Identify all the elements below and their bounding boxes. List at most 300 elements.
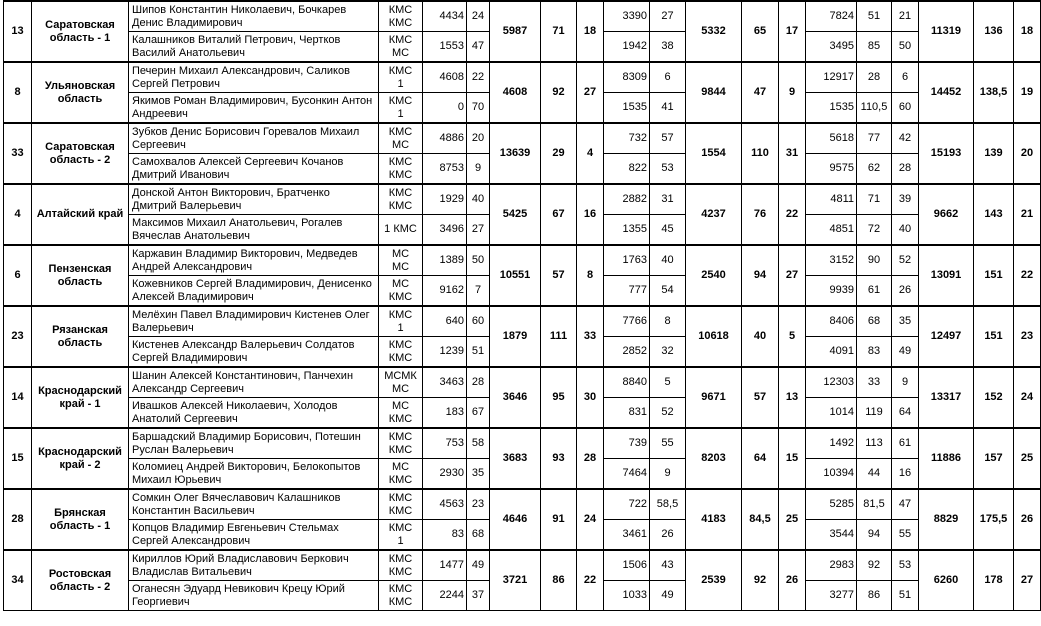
stage1-rank: 16	[577, 184, 604, 245]
team-name: Саратовская область - 1	[32, 1, 129, 62]
stage2-total: 9671	[686, 367, 742, 428]
round2-score: 7464	[604, 459, 650, 490]
pair-qualification: КМС КМС	[379, 337, 423, 368]
stage2-points: 110	[742, 123, 779, 184]
pair-total-points: 44	[857, 459, 892, 490]
team-grand-total: 6260	[919, 550, 974, 611]
pair-rank: 61	[892, 428, 919, 459]
stage1-points: 93	[541, 428, 577, 489]
stage2-points: 76	[742, 184, 779, 245]
stage1-rank: 24	[577, 489, 604, 550]
stage1-points: 92	[541, 62, 577, 123]
round2-place: 58,5	[650, 489, 686, 520]
pair-total-score: 3544	[806, 520, 857, 551]
stage1-total: 13639	[490, 123, 541, 184]
round1-place: 47	[467, 32, 490, 63]
round1-score: 8753	[423, 154, 467, 185]
round1-place: 37	[467, 581, 490, 611]
stage1-points: 91	[541, 489, 577, 550]
pair-total-score: 1492	[806, 428, 857, 459]
round2-score: 7766	[604, 306, 650, 337]
pair-names: Оганесян Эдуард Невикович Крецу Юрий Георгиевич	[129, 581, 379, 611]
team-sum-points: 178	[974, 550, 1014, 611]
pair-qualification: КМС 1	[379, 520, 423, 551]
round1-score: 1929	[423, 184, 467, 215]
stage2-points: 94	[742, 245, 779, 306]
round2-score: 8309	[604, 62, 650, 93]
stage1-points: 86	[541, 550, 577, 611]
round2-score: 722	[604, 489, 650, 520]
round1-score: 1477	[423, 550, 467, 581]
round2-place: 26	[650, 520, 686, 551]
team-final-place: 18	[1014, 1, 1041, 62]
pair-qualification: МСМК МС	[379, 367, 423, 398]
pair-rank: 64	[892, 398, 919, 429]
pair-names: Донской Антон Викторович, Братченко Дмитрий Валерьевич	[129, 184, 379, 215]
round2-place: 53	[650, 154, 686, 185]
pair-qualification: КМС 1	[379, 93, 423, 124]
pair-names: Шанин Алексей Константинович, Панчехин Александр Сергеевич	[129, 367, 379, 398]
round1-place: 51	[467, 337, 490, 368]
round1-score: 83	[423, 520, 467, 551]
team-number: 34	[4, 550, 32, 611]
pair-rank: 49	[892, 337, 919, 368]
team-number: 15	[4, 428, 32, 489]
team-grand-total: 15193	[919, 123, 974, 184]
table-row	[4, 184, 1041, 215]
round2-place: 41	[650, 93, 686, 124]
round2-score: 1763	[604, 245, 650, 276]
stage1-points: 29	[541, 123, 577, 184]
table-row	[4, 62, 1041, 93]
pair-total-points: 92	[857, 550, 892, 581]
stage2-total: 4183	[686, 489, 742, 550]
pair-total-score: 3277	[806, 581, 857, 611]
pair-total-score: 4851	[806, 215, 857, 246]
table-row	[4, 489, 1041, 520]
pair-qualification: КМС КМС	[379, 581, 423, 611]
round1-place: 50	[467, 245, 490, 276]
pair-rank: 51	[892, 581, 919, 611]
stage2-rank: 27	[779, 245, 806, 306]
round2-score: 2882	[604, 184, 650, 215]
team-final-place: 27	[1014, 550, 1041, 611]
pair-total-score: 1535	[806, 93, 857, 124]
pair-total-score: 7824	[806, 1, 857, 32]
pair-rank: 39	[892, 184, 919, 215]
team-name: Саратовская область - 2	[32, 123, 129, 184]
pair-total-score: 3152	[806, 245, 857, 276]
round2-place: 55	[650, 428, 686, 459]
round2-score: 8840	[604, 367, 650, 398]
round2-place: 52	[650, 398, 686, 429]
pair-rank: 21	[892, 1, 919, 32]
team-final-place: 19	[1014, 62, 1041, 123]
round2-place: 9	[650, 459, 686, 490]
pair-rank: 9	[892, 367, 919, 398]
team-number: 33	[4, 123, 32, 184]
team-number: 4	[4, 184, 32, 245]
pair-qualification: КМС 1	[379, 62, 423, 93]
round2-place: 32	[650, 337, 686, 368]
team-final-place: 20	[1014, 123, 1041, 184]
stage2-total: 4237	[686, 184, 742, 245]
pair-total-points: 113	[857, 428, 892, 459]
round2-score: 739	[604, 428, 650, 459]
team-sum-points: 175,5	[974, 489, 1014, 550]
stage2-points: 64	[742, 428, 779, 489]
team-name: Ульяновская область	[32, 62, 129, 123]
team-number: 28	[4, 489, 32, 550]
pair-total-score: 3495	[806, 32, 857, 63]
pair-qualification: КМС 1	[379, 306, 423, 337]
pair-rank: 53	[892, 550, 919, 581]
round1-score: 0	[423, 93, 467, 124]
pair-total-points: 71	[857, 184, 892, 215]
round1-place: 23	[467, 489, 490, 520]
results-table	[3, 0, 1041, 611]
pair-qualification: КМС КМС	[379, 489, 423, 520]
pair-total-score: 2983	[806, 550, 857, 581]
pair-total-score: 5285	[806, 489, 857, 520]
pair-total-score: 9939	[806, 276, 857, 307]
round1-score: 4886	[423, 123, 467, 154]
pair-qualification: КМС КМС	[379, 1, 423, 32]
stage2-total: 2539	[686, 550, 742, 611]
pair-total-points: 72	[857, 215, 892, 246]
team-number: 6	[4, 245, 32, 306]
stage2-total: 9844	[686, 62, 742, 123]
stage1-total: 5425	[490, 184, 541, 245]
pair-rank: 40	[892, 215, 919, 246]
team-name: Краснодарский край - 1	[32, 367, 129, 428]
team-sum-points: 136	[974, 1, 1014, 62]
team-sum-points: 139	[974, 123, 1014, 184]
round2-score: 3461	[604, 520, 650, 551]
round1-score: 4563	[423, 489, 467, 520]
round1-place: 70	[467, 93, 490, 124]
team-grand-total: 12497	[919, 306, 974, 367]
team-name: Ростовская область - 2	[32, 550, 129, 611]
team-final-place: 24	[1014, 367, 1041, 428]
pair-qualification: МС КМС	[379, 459, 423, 490]
pair-names: Печерин Михаил Александрович, Саликов Сергей Петрович	[129, 62, 379, 93]
stage1-points: 57	[541, 245, 577, 306]
pair-total-points: 119	[857, 398, 892, 429]
pair-qualification: МС КМС	[379, 398, 423, 429]
pair-names: Кистенев Александр Валерьевич Солдатов Сергей Владимирович	[129, 337, 379, 368]
team-sum-points: 151	[974, 245, 1014, 306]
round2-place: 6	[650, 62, 686, 93]
pair-names: Якимов Роман Владимирович, Бусонкин Антон Андреевич	[129, 93, 379, 124]
table-row	[4, 367, 1041, 398]
stage2-rank: 17	[779, 1, 806, 62]
team-sum-points: 157	[974, 428, 1014, 489]
stage2-rank: 9	[779, 62, 806, 123]
stage1-total: 3721	[490, 550, 541, 611]
round1-place: 7	[467, 276, 490, 307]
pair-qualification: КМС КМС	[379, 184, 423, 215]
round1-place: 24	[467, 1, 490, 32]
team-number: 14	[4, 367, 32, 428]
stage1-rank: 4	[577, 123, 604, 184]
round1-place: 40	[467, 184, 490, 215]
round1-place: 22	[467, 62, 490, 93]
stage2-points: 57	[742, 367, 779, 428]
pair-qualification: КМС МС	[379, 32, 423, 63]
team-final-place: 25	[1014, 428, 1041, 489]
round2-place: 54	[650, 276, 686, 307]
round1-score: 9162	[423, 276, 467, 307]
pair-total-points: 86	[857, 581, 892, 611]
round1-place: 27	[467, 215, 490, 246]
round1-place: 60	[467, 306, 490, 337]
pair-total-points: 110,5	[857, 93, 892, 124]
stage1-total: 3683	[490, 428, 541, 489]
round1-score: 4434	[423, 1, 467, 32]
stage1-total: 5987	[490, 1, 541, 62]
pair-qualification: КМС КМС	[379, 154, 423, 185]
stage2-rank: 5	[779, 306, 806, 367]
round2-score: 822	[604, 154, 650, 185]
pair-total-points: 61	[857, 276, 892, 307]
stage1-rank: 22	[577, 550, 604, 611]
table-row	[4, 306, 1041, 337]
stage1-points: 71	[541, 1, 577, 62]
pair-rank: 55	[892, 520, 919, 551]
pair-names: Самохвалов Алексей Сергеевич Кочанов Дмитрий Иванович	[129, 154, 379, 185]
pair-total-points: 81,5	[857, 489, 892, 520]
stage1-total: 1879	[490, 306, 541, 367]
table-row	[4, 123, 1041, 154]
stage1-rank: 30	[577, 367, 604, 428]
pair-rank: 42	[892, 123, 919, 154]
round2-place: 43	[650, 550, 686, 581]
stage2-rank: 13	[779, 367, 806, 428]
round2-score: 1506	[604, 550, 650, 581]
round1-place: 35	[467, 459, 490, 490]
stage1-points: 111	[541, 306, 577, 367]
team-name: Краснодарский край - 2	[32, 428, 129, 489]
pair-names: Мелёхин Павел Владимирович Кистенев Олег Валерьевич	[129, 306, 379, 337]
round2-place: 27	[650, 1, 686, 32]
pair-total-score: 4091	[806, 337, 857, 368]
stage2-rank: 25	[779, 489, 806, 550]
team-final-place: 21	[1014, 184, 1041, 245]
pair-total-points: 77	[857, 123, 892, 154]
round2-place: 8	[650, 306, 686, 337]
pair-qualification: 1 КМС	[379, 215, 423, 246]
table-row	[4, 428, 1041, 459]
pair-names: Сомкин Олег Вячеславович Калашников Константин Васильевич	[129, 489, 379, 520]
stage2-rank: 22	[779, 184, 806, 245]
stage2-rank: 31	[779, 123, 806, 184]
pair-names: Шипов Константин Николаевич, Бочкарев Денис Владимирович	[129, 1, 379, 32]
team-name: Рязанская область	[32, 306, 129, 367]
round2-score: 777	[604, 276, 650, 307]
round1-score: 1389	[423, 245, 467, 276]
pair-rank: 52	[892, 245, 919, 276]
round1-score: 1553	[423, 32, 467, 63]
stage1-total: 10551	[490, 245, 541, 306]
round2-score: 1535	[604, 93, 650, 124]
pair-rank: 35	[892, 306, 919, 337]
team-final-place: 23	[1014, 306, 1041, 367]
pair-qualification: МС КМС	[379, 276, 423, 307]
round1-score: 3463	[423, 367, 467, 398]
pair-total-points: 51	[857, 1, 892, 32]
pair-total-score: 8406	[806, 306, 857, 337]
pair-names: Кожевников Сергей Владимирович, Денисенко Алексей Владимирович	[129, 276, 379, 307]
stage2-points: 92	[742, 550, 779, 611]
round1-score: 3496	[423, 215, 467, 246]
pair-names: Баршадский Владимир Борисович, Потешин Руслан Валерьевич	[129, 428, 379, 459]
team-grand-total: 11319	[919, 1, 974, 62]
stage1-total: 4608	[490, 62, 541, 123]
round1-score: 640	[423, 306, 467, 337]
team-number: 13	[4, 1, 32, 62]
round1-score: 753	[423, 428, 467, 459]
stage2-points: 47	[742, 62, 779, 123]
round2-score: 732	[604, 123, 650, 154]
pair-total-points: 85	[857, 32, 892, 63]
team-name: Пензенская область	[32, 245, 129, 306]
table-row	[4, 245, 1041, 276]
team-grand-total: 13317	[919, 367, 974, 428]
team-sum-points: 152	[974, 367, 1014, 428]
team-name: Алтайский край	[32, 184, 129, 245]
stage2-points: 65	[742, 1, 779, 62]
pair-total-score: 12917	[806, 62, 857, 93]
round2-score: 3390	[604, 1, 650, 32]
stage1-total: 3646	[490, 367, 541, 428]
stage2-total: 5332	[686, 1, 742, 62]
round1-place: 28	[467, 367, 490, 398]
pair-qualification: КМС КМС	[379, 428, 423, 459]
pair-names: Максимов Михаил Анатольевич, Рогалев Вячеслав Анатольевич	[129, 215, 379, 246]
stage2-rank: 26	[779, 550, 806, 611]
round1-score: 2930	[423, 459, 467, 490]
pair-qualification: МС МС	[379, 245, 423, 276]
pair-names: Ивашков Алексей Николаевич, Холодов Анатолий Сергеевич	[129, 398, 379, 429]
pair-names: Зубков Денис Борисович Горевалов Михаил Сергеевич	[129, 123, 379, 154]
table-row	[4, 550, 1041, 581]
pair-names: Каржавин Владимир Викторович, Медведев Андрей Александрович	[129, 245, 379, 276]
pair-rank: 50	[892, 32, 919, 63]
stage1-points: 67	[541, 184, 577, 245]
stage2-total: 1554	[686, 123, 742, 184]
round1-place: 49	[467, 550, 490, 581]
stage2-total: 10618	[686, 306, 742, 367]
pair-rank: 6	[892, 62, 919, 93]
pair-rank: 26	[892, 276, 919, 307]
pair-total-points: 90	[857, 245, 892, 276]
stage1-rank: 18	[577, 1, 604, 62]
pair-total-points: 28	[857, 62, 892, 93]
round1-place: 20	[467, 123, 490, 154]
round2-place: 57	[650, 123, 686, 154]
stage1-rank: 8	[577, 245, 604, 306]
pair-rank: 47	[892, 489, 919, 520]
team-number: 23	[4, 306, 32, 367]
stage1-rank: 33	[577, 306, 604, 367]
pair-total-points: 94	[857, 520, 892, 551]
round1-score: 183	[423, 398, 467, 429]
round2-place: 40	[650, 245, 686, 276]
round2-score: 2852	[604, 337, 650, 368]
pair-total-score: 9575	[806, 154, 857, 185]
pair-qualification: КМС КМС	[379, 550, 423, 581]
round1-place: 58	[467, 428, 490, 459]
round1-place: 68	[467, 520, 490, 551]
round2-place: 5	[650, 367, 686, 398]
pair-total-score: 4811	[806, 184, 857, 215]
stage2-rank: 15	[779, 428, 806, 489]
team-grand-total: 11886	[919, 428, 974, 489]
stage1-total: 4646	[490, 489, 541, 550]
round2-place: 31	[650, 184, 686, 215]
pair-qualification: КМС МС	[379, 123, 423, 154]
team-sum-points: 151	[974, 306, 1014, 367]
stage1-rank: 27	[577, 62, 604, 123]
table-row	[4, 1, 1041, 32]
pair-total-points: 83	[857, 337, 892, 368]
round2-place: 45	[650, 215, 686, 246]
pair-names: Коломиец Андрей Викторович, Белокопытов Михаил Юрьевич	[129, 459, 379, 490]
pair-total-score: 12303	[806, 367, 857, 398]
round1-place: 9	[467, 154, 490, 185]
team-sum-points: 143	[974, 184, 1014, 245]
round2-score: 831	[604, 398, 650, 429]
round2-score: 1033	[604, 581, 650, 611]
pair-total-score: 1014	[806, 398, 857, 429]
pair-total-score: 5618	[806, 123, 857, 154]
round2-place: 49	[650, 581, 686, 611]
team-grand-total: 13091	[919, 245, 974, 306]
round1-score: 4608	[423, 62, 467, 93]
round2-score: 1942	[604, 32, 650, 63]
round1-score: 1239	[423, 337, 467, 368]
team-grand-total: 14452	[919, 62, 974, 123]
stage1-rank: 28	[577, 428, 604, 489]
pair-total-points: 62	[857, 154, 892, 185]
pair-rank: 16	[892, 459, 919, 490]
team-grand-total: 8829	[919, 489, 974, 550]
team-name: Брянская область - 1	[32, 489, 129, 550]
stage2-points: 40	[742, 306, 779, 367]
team-sum-points: 138,5	[974, 62, 1014, 123]
round1-place: 67	[467, 398, 490, 429]
team-final-place: 26	[1014, 489, 1041, 550]
pair-names: Калашников Виталий Петрович, Чертков Василий Анатольевич	[129, 32, 379, 63]
stage2-total: 2540	[686, 245, 742, 306]
stage2-total: 8203	[686, 428, 742, 489]
pair-total-points: 68	[857, 306, 892, 337]
round2-place: 38	[650, 32, 686, 63]
pair-rank: 60	[892, 93, 919, 124]
pair-names: Копцов Владимир Евгеньевич Стельмах Сергей Александрович	[129, 520, 379, 551]
pair-total-points: 33	[857, 367, 892, 398]
round1-score: 2244	[423, 581, 467, 611]
team-final-place: 22	[1014, 245, 1041, 306]
team-grand-total: 9662	[919, 184, 974, 245]
round2-score: 1355	[604, 215, 650, 246]
stage1-points: 95	[541, 367, 577, 428]
pair-rank: 28	[892, 154, 919, 185]
pair-names: Кириллов Юрий Владиславович Беркович Владислав Витальевич	[129, 550, 379, 581]
team-number: 8	[4, 62, 32, 123]
results-body	[4, 1, 1041, 611]
